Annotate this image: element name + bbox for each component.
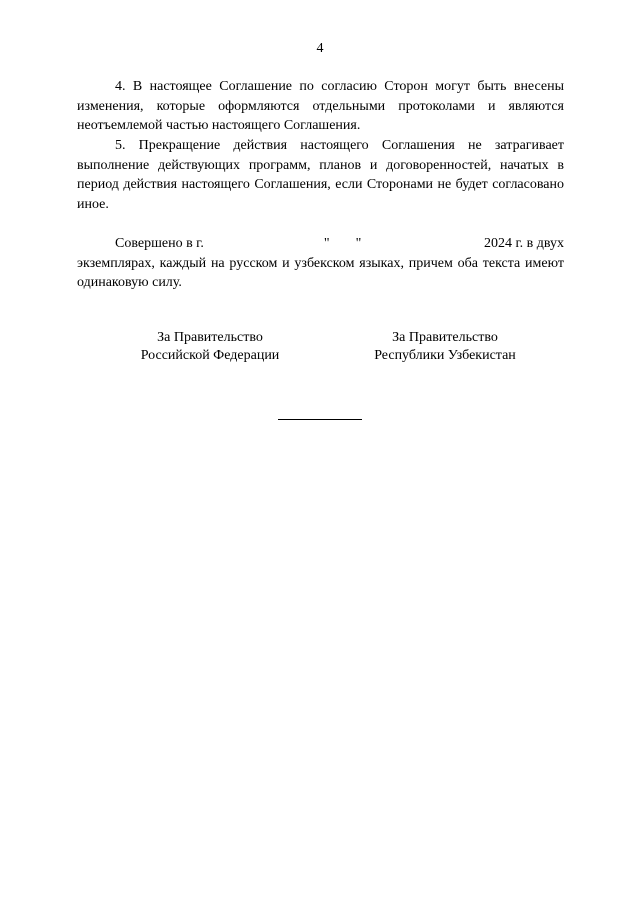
end-divider-line [278, 419, 362, 420]
paragraph-5: 5. Прекращение действия настоящего Соглашения не затрагивает выполнение действующих программ, планов и договоренностей, начатых в период действия настоящего Соглашения, если Сторонами не будет согласовано иное. [77, 138, 564, 212]
signature-russia-line2: Российской Федерации [140, 348, 280, 363]
completion-lead-wrap [77, 234, 204, 254]
page-number: 4 [316, 41, 324, 56]
quote-close: " [355, 236, 362, 251]
completion-rest: экземплярах, каждый на русском и узбекском языках, причем оба текста имеют одинаковую силу. [77, 255, 564, 290]
signature-uzbekistan-line2: Республики Узбекистан [374, 348, 516, 363]
completion-year: 2024 г. в двух [483, 236, 564, 251]
signature-uzbekistan-line1: За Правительство [392, 330, 498, 345]
date-quotes [324, 234, 361, 254]
completion-lead: Совершено в г. [115, 236, 204, 251]
signature-block-uzbekistan [345, 329, 545, 365]
quote-open: " [323, 236, 330, 251]
completion-paragraph [77, 234, 564, 293]
signature-block-russia [110, 329, 310, 365]
signature-russia-line1: За Правительство [157, 330, 263, 345]
completion-first-line [77, 234, 564, 254]
paragraph-4: 4. В настоящее Соглашение по согласию Сторон могут быть внесены изменения, которые оформляются отдельными протоколами и являются неотъемлемой частью настоящего Соглашения. [77, 79, 564, 133]
